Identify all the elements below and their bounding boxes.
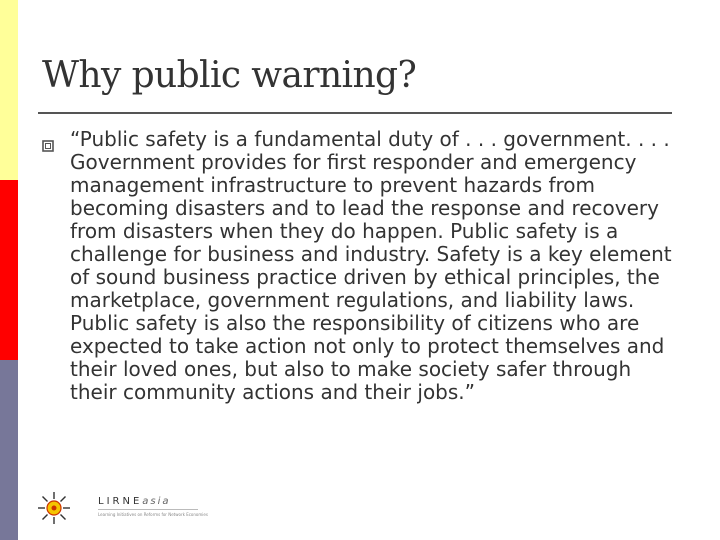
hollow-square-bullet-icon <box>42 137 54 149</box>
logo-divider <box>98 509 198 510</box>
lirneasia-logo <box>36 490 206 526</box>
logo-name: LIRNE <box>98 496 143 507</box>
sidebar-band-gray <box>0 360 18 540</box>
quote-body: “Public safety is a fundamental duty of . . . government. . . . Government provides for first responder and emergency management infrastructure to prevent hazards from becoming disasters and to lead the response and recovery from disasters when they do happen. Public safety is a challenge for business and industry. Safety is a key element of sound business practice driven by ethical principles, the marketplace, government regulations, and liability laws. Public safety is also the responsibility of citizens who are expected to take action not only to protect themselves and their loved ones, but also to make society safer through their community actions and their jobs.” <box>70 127 672 404</box>
sun-logo-icon <box>36 490 72 526</box>
logo-wordmark <box>98 496 171 507</box>
title-underline <box>38 112 672 114</box>
logo-tagline: Learning Initiatives on Reforms for Network Economies <box>98 512 208 517</box>
logo-name-suffix: asia <box>142 496 171 507</box>
slide-title: Why public warning? <box>42 55 417 96</box>
sidebar-band-red <box>0 180 18 360</box>
sidebar-accent <box>0 0 18 540</box>
sidebar-band-yellow <box>0 0 18 180</box>
